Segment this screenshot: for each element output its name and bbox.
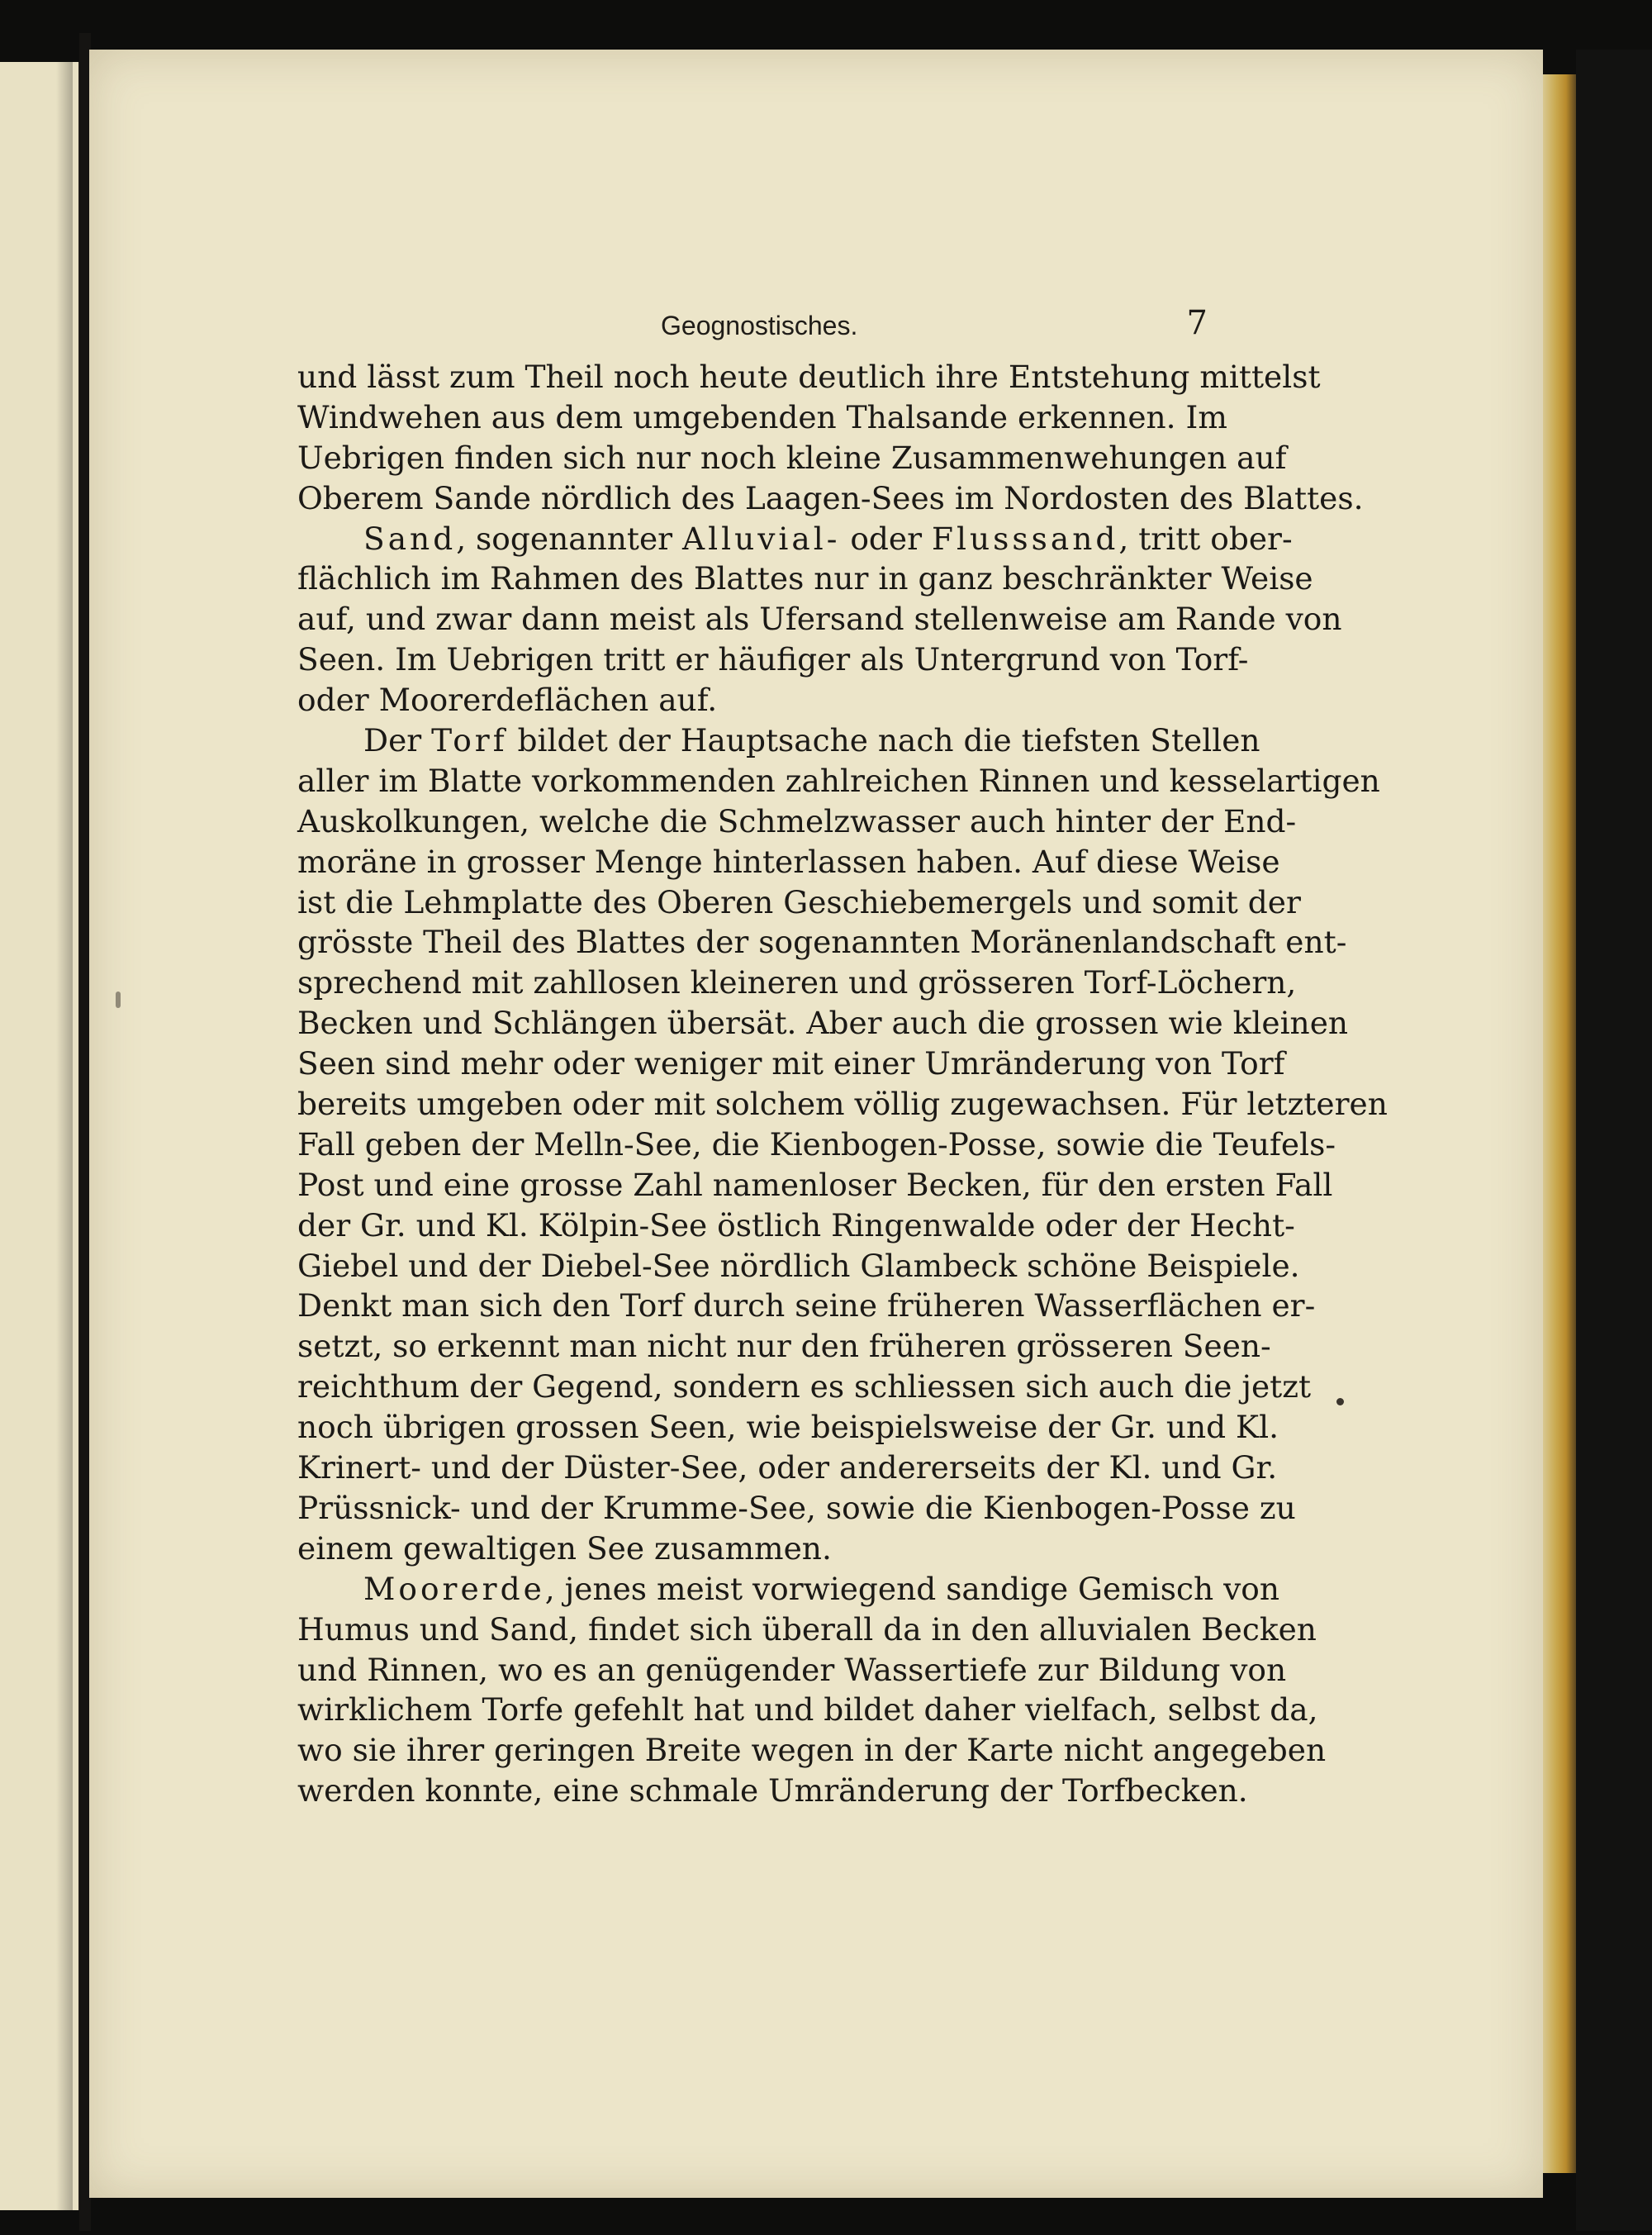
text-line: Becken und Schlängen übersät. Aber auch die grossen wie kleinen — [297, 1005, 1349, 1042]
spaced-term: Torf — [431, 722, 508, 759]
text-line: noch übrigen grossen Seen, wie beispielsweise der Gr. und Kl. — [297, 1409, 1279, 1446]
text-line: Seen sind mehr oder weniger mit einer Umränderung von Torf — [297, 1045, 1285, 1082]
text-line: sprechend mit zahllosen kleineren und grösseren Torf-Löchern, — [297, 964, 1297, 1001]
text-line: moräne in grosser Menge hinterlassen haben. Auf diese Weise — [297, 843, 1280, 880]
spaced-term: Alluvial- — [682, 520, 841, 557]
text-line: flächlich im Rahmen des Blattes nur in ganz beschränkter Weise — [297, 560, 1313, 597]
body-text — [297, 357, 1388, 1811]
text-line: Prüssnick- und der Krumme-See, sowie die Kienbogen-Posse zu — [297, 1489, 1296, 1526]
text-line: setzt, so erkennt man nicht nur den früheren grösseren Seen- — [297, 1328, 1271, 1365]
text-line: aller im Blatte vorkommenden zahlreichen Rinnen und kesselartigen — [297, 762, 1380, 799]
book-cover-right — [1576, 50, 1652, 2231]
text-line: und lässt zum Theil noch heute deutlich ihre Entstehung mittelst — [297, 359, 1321, 395]
running-title: Geognostisches. — [661, 311, 858, 340]
gilded-page-edges — [1543, 74, 1576, 2173]
text-line: Fall geben der Melln-See, die Kienbogen-Posse, sowie die Teufels- — [297, 1125, 1336, 1163]
text-line: grösste Theil des Blattes der sogenannten Moränenlandschaft ent- — [297, 924, 1347, 961]
text-line: Auskolkungen, welche die Schmelzwasser auch hinter der End- — [297, 802, 1297, 839]
text-line: Giebel und der Diebel-See nördlich Glambeck schöne Beispiele. — [297, 1247, 1300, 1284]
text-line: Moorerde, jenes meist vorwiegend sandige Gemisch von — [363, 1570, 1279, 1607]
text-line: wo sie ihrer geringen Breite wegen in der Karte nicht angegeben — [297, 1732, 1327, 1769]
text-line: wirklichem Torfe gefehlt hat und bildet daher vielfach, selbst da, — [297, 1691, 1318, 1729]
text-line: Windwehen aus dem umgebenden Thalsande erkennen. Im — [297, 398, 1227, 435]
page-number: 7 — [1186, 304, 1208, 342]
text-line: ist die Lehmplatte des Oberen Geschiebemergels und somit der — [297, 883, 1301, 920]
text-line: Uebrigen finden sich nur noch kleine Zusammenwehungen auf — [297, 439, 1287, 476]
page-header — [297, 304, 1214, 354]
text-line: oder Moorerdeflächen auf. — [297, 682, 718, 719]
text-line: Humus und Sand, findet sich überall da in den alluvialen Becken — [297, 1610, 1317, 1648]
text-line: Krinert- und der Düster-See, oder andererseits der Kl. und Gr. — [297, 1449, 1278, 1486]
text-line: Der Torf bildet der Hauptsache nach die tiefsten Stellen — [363, 722, 1260, 759]
spaced-term: Sand — [363, 520, 457, 557]
spaced-term: Flusssand — [931, 520, 1119, 557]
ink-speck — [1336, 1398, 1344, 1405]
text-line: und Rinnen, wo es an genügender Wassertiefe zur Bildung von — [297, 1651, 1287, 1688]
gutter-shadow — [56, 62, 73, 2210]
spaced-term: Moorerde — [363, 1570, 545, 1607]
text-line: Oberem Sande nördlich des Laagen-Sees im Nordosten des Blattes. — [297, 479, 1364, 516]
text-line: Post und eine grosse Zahl namenloser Becken, für den ersten Fall — [297, 1166, 1333, 1203]
text-line: bereits umgeben oder mit solchem völlig zugewachsen. Für letzteren — [297, 1086, 1388, 1123]
text-line: einem gewaltigen See zusammen. — [297, 1529, 832, 1567]
text-line: der Gr. und Kl. Kölpin-See östlich Ringenwalde oder der Hecht- — [297, 1206, 1295, 1244]
text-line: reichthum der Gegend, sondern es schliessen sich auch die jetzt — [297, 1368, 1312, 1405]
text-line: werden konnte, eine schmale Umränderung der Torfbecken. — [297, 1772, 1248, 1809]
text-line: Sand, sogenannter Alluvial- oder Flusssand, tritt ober- — [363, 520, 1293, 557]
text-line: Seen. Im Uebrigen tritt er häufiger als Untergrund von Torf- — [297, 641, 1249, 678]
text-line: auf, und zwar dann meist als Ufersand stellenweise am Rande von — [297, 601, 1342, 638]
text-line: Denkt man sich den Torf durch seine früheren Wasserflächen er- — [297, 1287, 1316, 1324]
ink-speck — [116, 991, 121, 1008]
